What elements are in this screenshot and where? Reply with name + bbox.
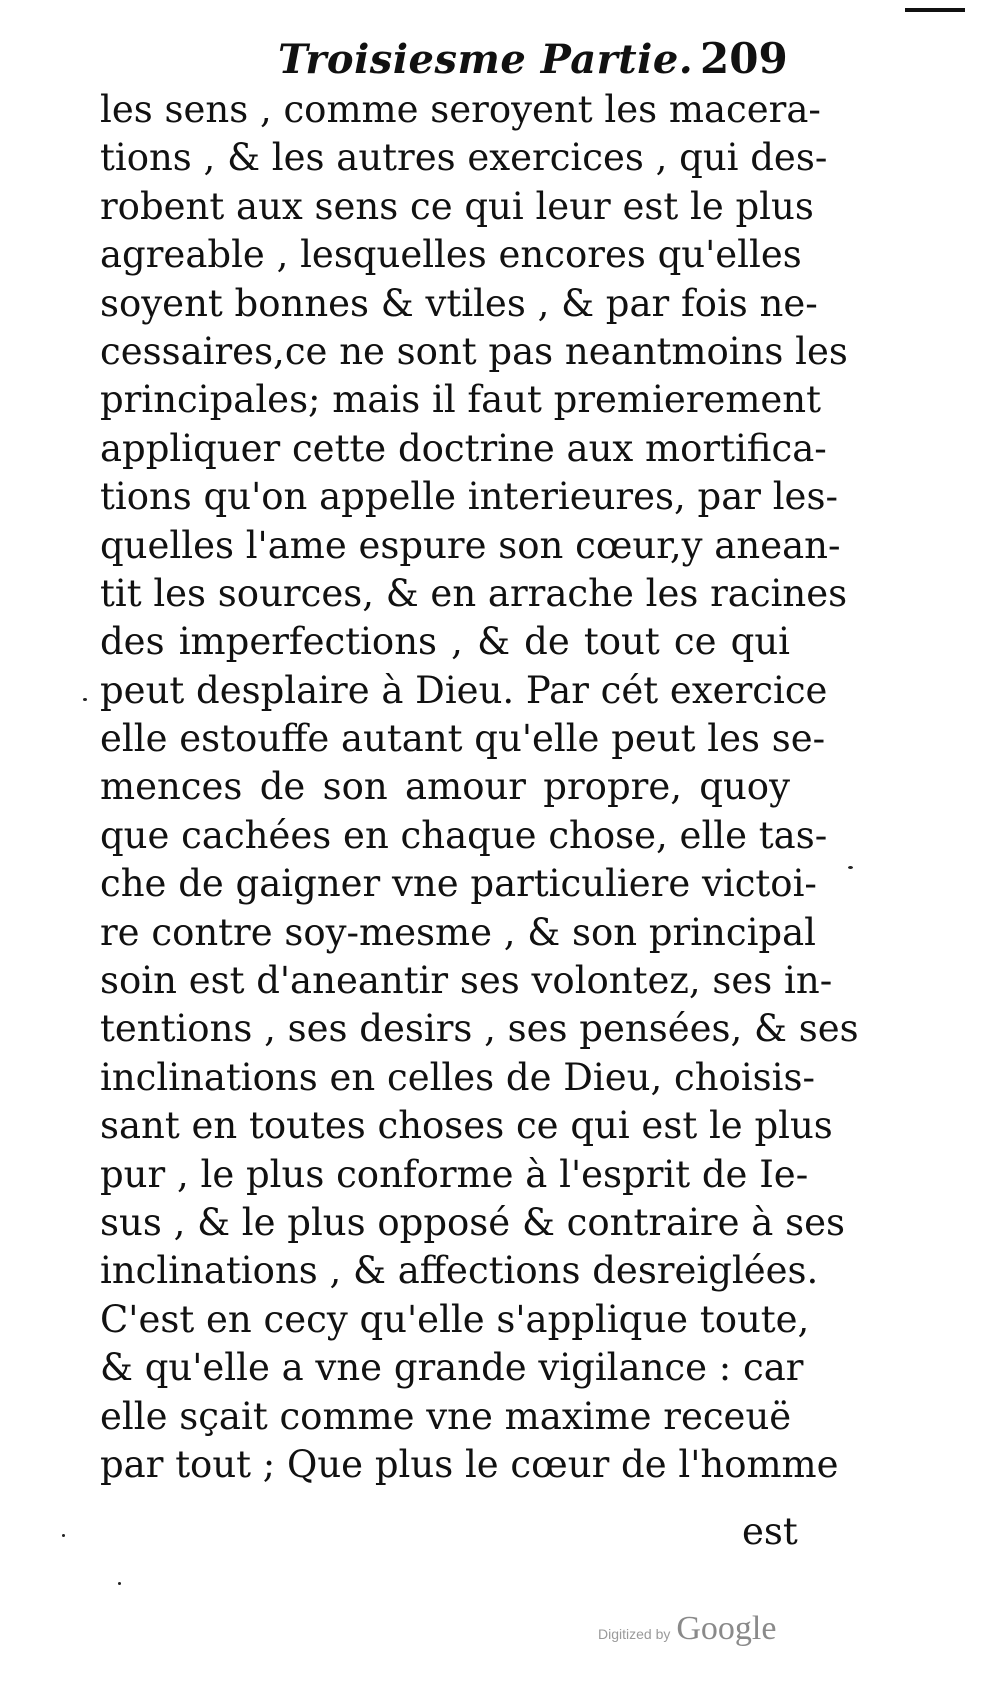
text-line: soin est d'aneantir ses volontez, ses in- (100, 959, 833, 1003)
text-line: peut desplaire à Dieu. Par cét exercice (100, 668, 828, 712)
text-line: soyent bonnes & vtiles , & par fois ne- (100, 281, 818, 325)
google-logo: Google (676, 1610, 777, 1647)
text-line: principales; mais il faut premierement (100, 378, 821, 422)
text-line: par tout ; Que plus le cœur de l'homme (100, 1442, 839, 1486)
text-line: quelles l'ame espure son cœur,y anean- (100, 523, 841, 567)
text-line: inclinations , & affections desreiglées. (100, 1249, 819, 1293)
text-line: re contre soy-mesme , & son principal (100, 910, 817, 954)
text-line: tit les sources, & en arrache les racines (100, 571, 848, 615)
digitized-prefix: Digitized by (598, 1626, 671, 1642)
text-line: tions qu'on appelle interieures, par les- (100, 475, 838, 519)
scan-speck (118, 1582, 121, 1585)
scan-speck (848, 866, 853, 869)
body-text (100, 86, 859, 1489)
page-number: 209 (700, 34, 788, 83)
text-line: les sens , comme seroyent les macera- (100, 88, 821, 131)
running-title: Troisiesme Partie. (278, 36, 694, 83)
text-line: agreable , lesquelles encores qu'elles (100, 233, 802, 277)
top-edge-rule (905, 8, 965, 12)
catchword: est (742, 1510, 798, 1553)
text-line: appliquer cette doctrine aux mortifica- (100, 426, 827, 470)
text-line: tions , & les autres exercices , qui des- (100, 136, 828, 180)
scan-speck (83, 698, 87, 701)
scan-speck (62, 1534, 65, 1537)
text-line: pur , le plus conforme à l'esprit de Ie- (100, 1152, 809, 1196)
text-line: sant en toutes choses ce qui est le plus (100, 1104, 833, 1148)
text-line: cessaires,ce ne sont pas neantmoins les (100, 329, 848, 373)
text-line: inclinations en celles de Dieu, choisis- (100, 1055, 815, 1099)
text-line: que cachées en chaque chose, elle tas- (100, 813, 828, 857)
text-line: tentions , ses desirs , ses pensées, & ses (100, 1007, 859, 1051)
text-line: mences de son amour propre, quoy (100, 765, 790, 809)
text-line: elle sçait comme vne maxime receuë (100, 1394, 792, 1438)
text-line: sus , & le plus opposé & contraire à ses (100, 1200, 845, 1244)
text-line: des imperfections , & de tout ce qui (100, 620, 790, 664)
text-line: elle estouffe autant qu'elle peut les se- (100, 717, 826, 761)
text-line: & qu'elle a vne grande vigilance : car (100, 1346, 804, 1390)
text-line: robent aux sens ce qui leur est le plus (100, 184, 814, 228)
digitized-by-watermark (598, 1610, 776, 1648)
text-line: C'est en cecy qu'elle s'applique toute, (100, 1297, 810, 1341)
text-line: che de gaigner vne particuliere victoi- (100, 862, 817, 906)
